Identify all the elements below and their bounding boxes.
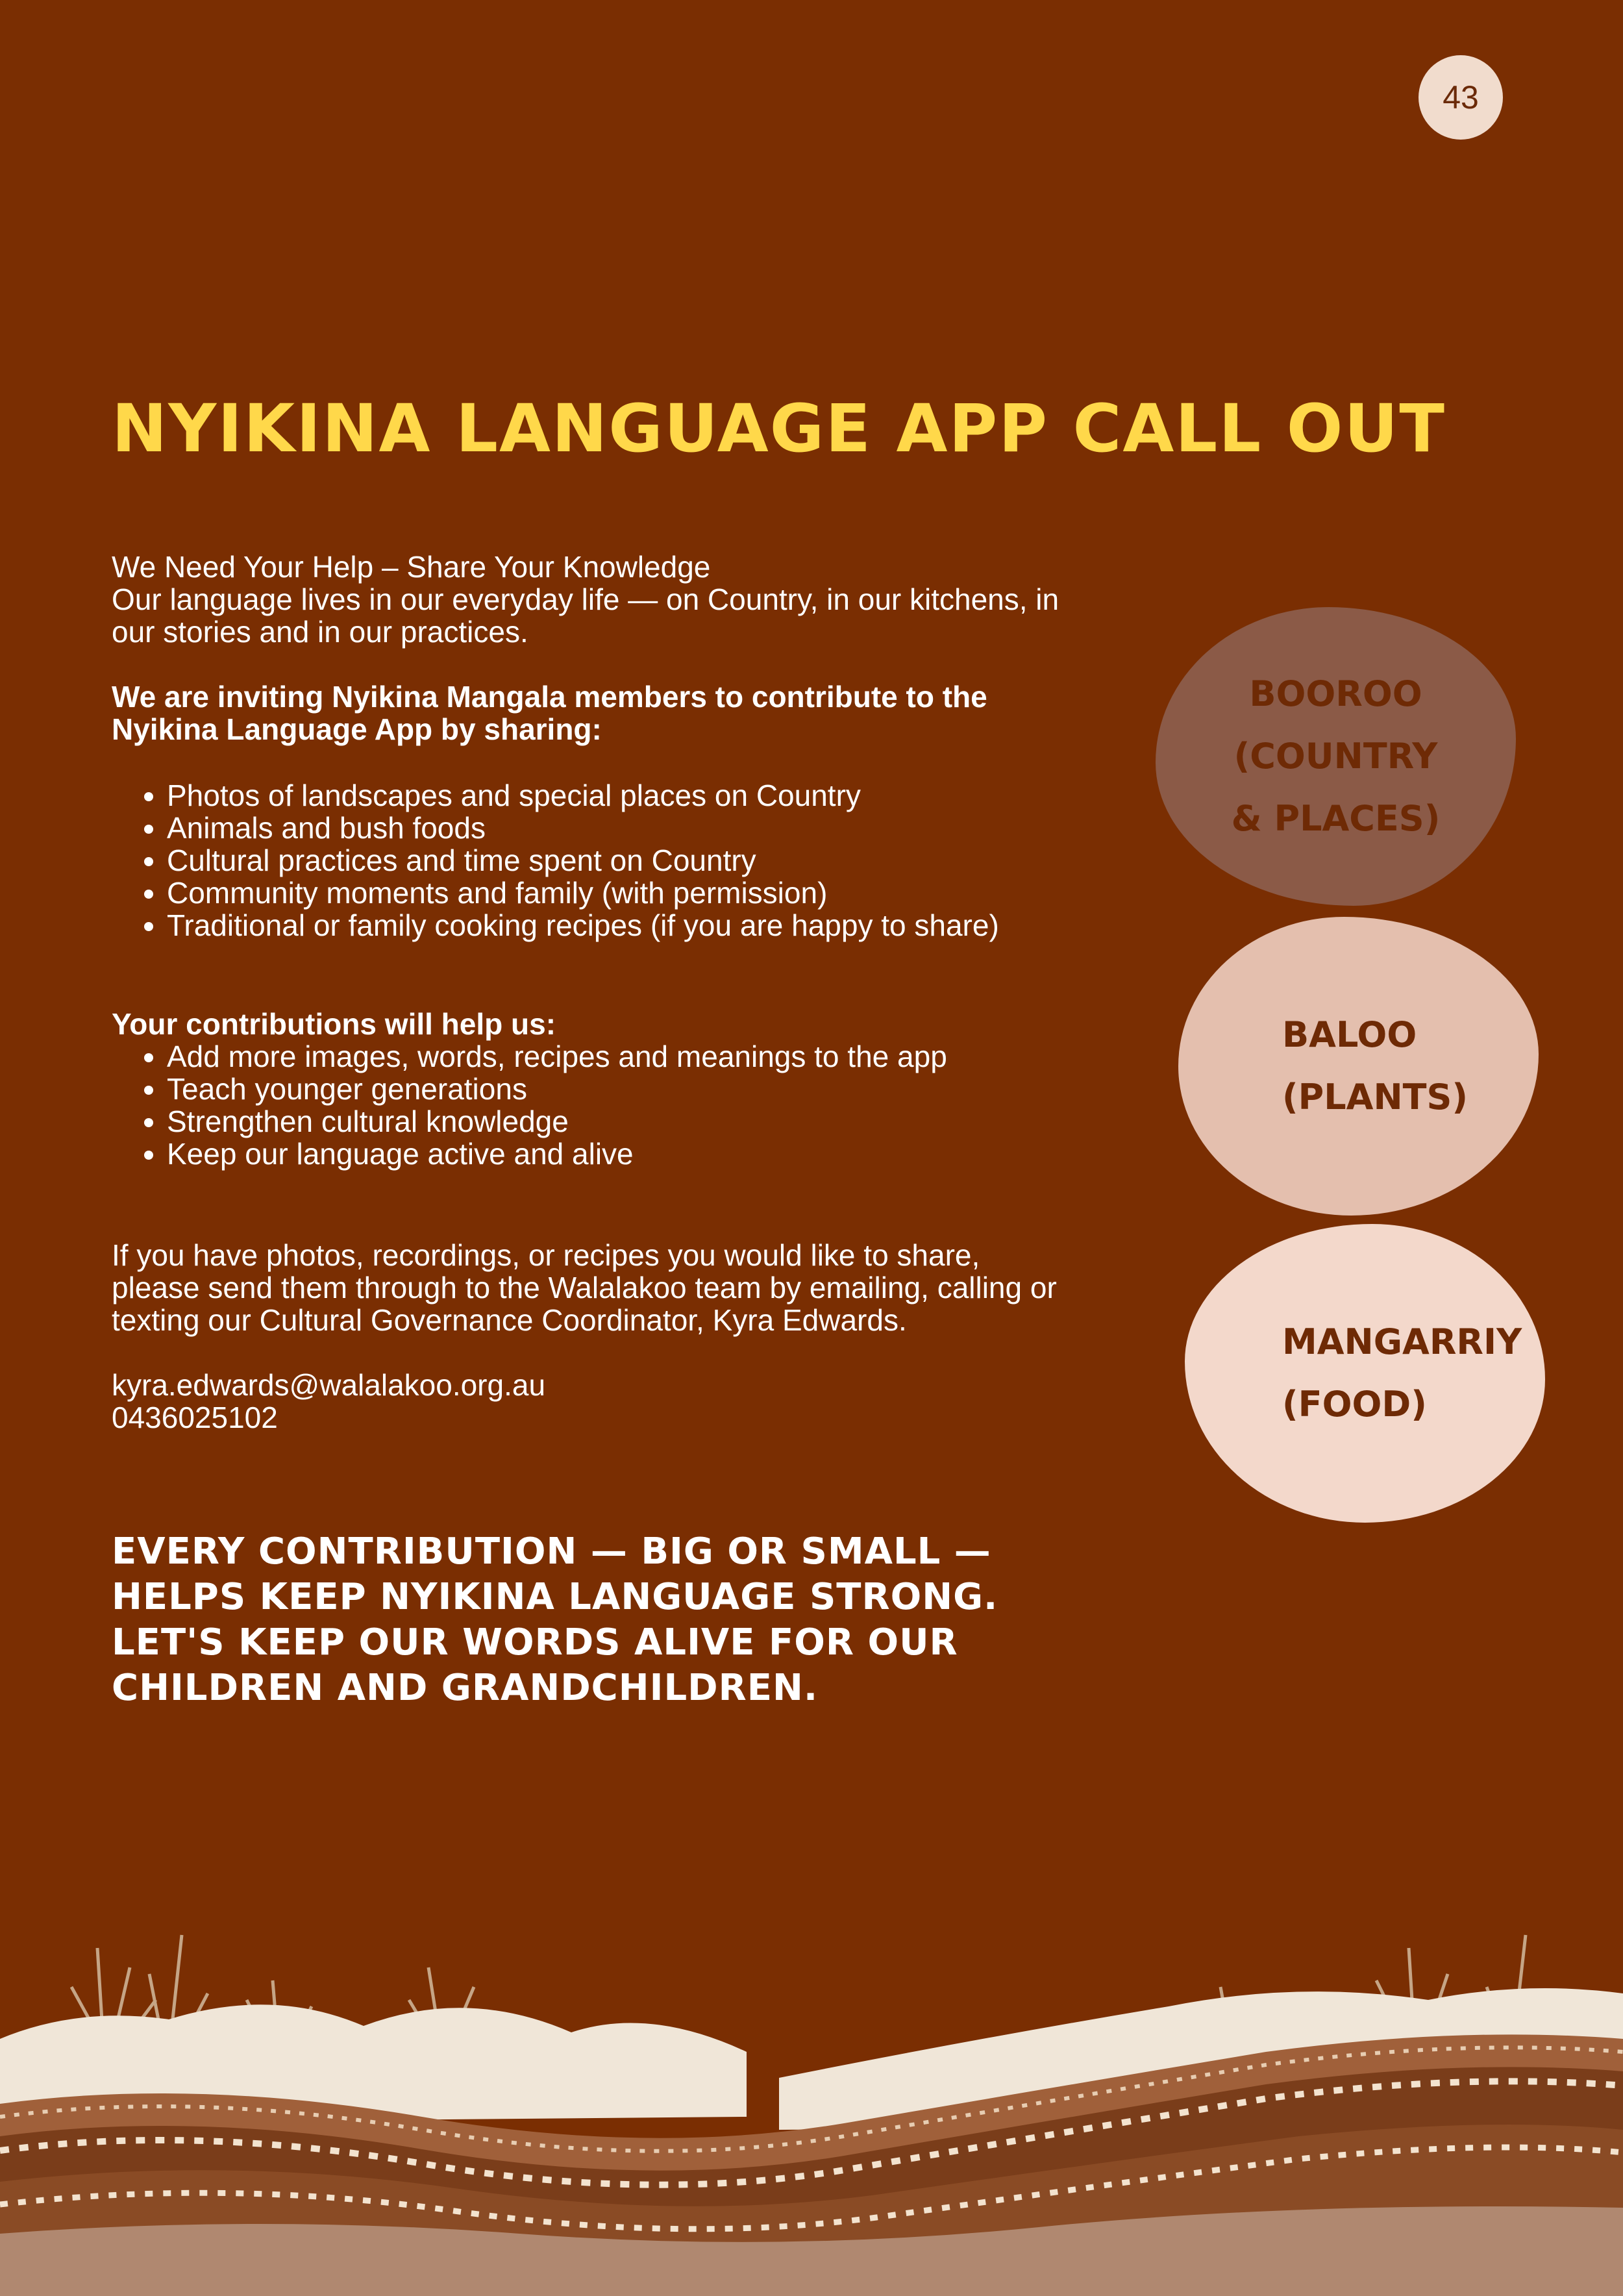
category-label: & PLACES) <box>1231 798 1441 839</box>
category-blob-baloo <box>1178 917 1539 1216</box>
contact-email[interactable]: kyra.edwards@walalakoo.org.au <box>112 1368 546 1402</box>
contact-section <box>112 1239 1072 1434</box>
landscape-illustration <box>0 1909 1623 2296</box>
category-blob-mangarriy <box>1185 1224 1545 1523</box>
category-label: (COUNTRY <box>1233 736 1438 777</box>
contact-text: If you have photos, recordings, or recipes you would like to share, please send them through to the Walalakoo team by emailing, calling or texting our Cultural Governance Coordinator, Kyra Edwards. <box>112 1238 1057 1337</box>
sharing-list <box>112 779 1128 942</box>
list-item: • Animals and bush foods <box>167 812 1128 844</box>
page-number: 43 <box>1443 79 1479 116</box>
help-heading: Your contributions will help us: <box>112 1007 556 1041</box>
list-item: • Community moments and family (with permission) <box>167 877 1128 909</box>
intro-section <box>112 551 1072 648</box>
list-item: • Add more images, words, recipes and meanings to the app <box>167 1040 1128 1073</box>
page-number-badge <box>1419 55 1503 140</box>
list-item: • Strengthen cultural knowledge <box>167 1105 1128 1138</box>
invite-paragraph: We are inviting Nyikina Mangala members to contribute to the Nyikina Language App by sharing: <box>112 680 987 746</box>
list-item: • Traditional or family cooking recipes (if you are happy to share) <box>167 909 1128 942</box>
intro-line-1: We Need Your Help – Share Your Knowledge <box>112 550 711 584</box>
category-label: BOOROO <box>1249 673 1422 714</box>
list-item: • Photos of landscapes and special places on Country <box>167 779 1128 812</box>
help-heading-block <box>112 1008 1072 1040</box>
list-item: • Cultural practices and time spent on Country <box>167 844 1128 877</box>
contact-phone[interactable]: 0436025102 <box>112 1401 278 1434</box>
category-blob-booroo <box>1156 607 1516 906</box>
invite-text <box>112 680 1072 745</box>
help-list <box>112 1040 1128 1170</box>
category-label: MANGARRIY <box>1282 1321 1522 1362</box>
list-item: • Teach younger generations <box>167 1073 1128 1105</box>
category-label: (PLANTS) <box>1282 1077 1468 1117</box>
page-title: NYIKINA LANGUAGE APP CALL OUT <box>112 390 1446 468</box>
intro-line-2: Our language lives in our everyday life — on Country, in our kitchens, in our stories and in our practices. <box>112 582 1059 649</box>
callout-text: EVERY CONTRIBUTION — BIG OR SMALL — HELPS KEEP NYIKINA LANGUAGE STRONG. LET'S KEEP OUR WORDS ALIVE FOR OUR CHILDREN AND GRANDCHILDREN. <box>112 1530 998 1709</box>
category-label: (FOOD) <box>1282 1384 1427 1425</box>
list-item: • Keep our language active and alive <box>167 1138 1128 1170</box>
category-label: BALOO <box>1282 1014 1417 1055</box>
